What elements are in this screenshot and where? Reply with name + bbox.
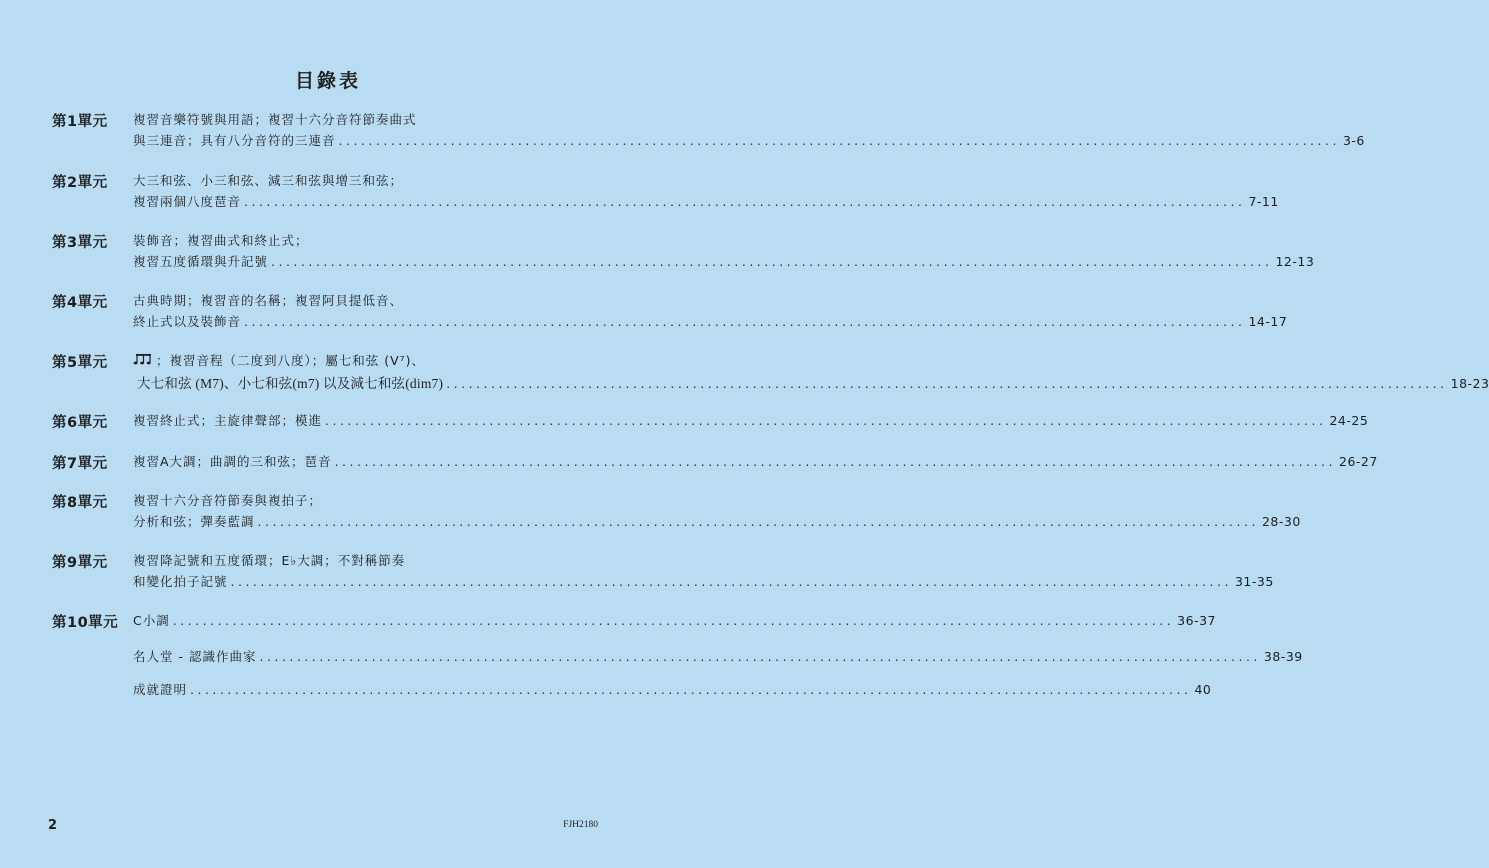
dot-leader: ...................................................................................................................................... bbox=[338, 133, 1340, 148]
unit-3-label: 第3單元 bbox=[52, 235, 108, 251]
unit-1-label: 第1單元 bbox=[52, 114, 108, 130]
page-range: 36-37 bbox=[1177, 613, 1216, 628]
unit-4-line-2 bbox=[133, 312, 1288, 330]
unit-7-line-1 bbox=[133, 452, 1378, 470]
page-range: 14-17 bbox=[1248, 314, 1288, 329]
dot-leader: ...................................................................................................................................... bbox=[172, 613, 1175, 628]
unit-6-line-1 bbox=[133, 411, 1369, 429]
dot-leader: ...................................................................................................................................... bbox=[244, 314, 1246, 329]
dot-leader: ...................................................................................................................................... bbox=[325, 413, 1327, 428]
dot-leader: ...................................................................................................................................... bbox=[257, 514, 1259, 529]
entry-text: 名人堂 - 認識作曲家 bbox=[133, 649, 257, 664]
unit-4-label: 第4單元 bbox=[52, 295, 108, 311]
page-range: 26-27 bbox=[1339, 454, 1378, 469]
unit-9-label: 第9單元 bbox=[52, 555, 108, 571]
entry-text: 古典時期；複習音的名稱；複習阿貝提低音、 bbox=[133, 293, 404, 308]
unit-1-line-1 bbox=[133, 110, 600, 128]
entry-text: 複習兩個八度琶音 bbox=[133, 194, 242, 209]
page-range: 3-6 bbox=[1342, 133, 1365, 148]
unit-2-line-1 bbox=[133, 171, 600, 189]
page-range: 7-11 bbox=[1248, 194, 1279, 209]
entry-text: 大七和弦 (M7)、小七和弦(m7) 以及減七和弦(dim7) bbox=[137, 376, 444, 391]
unit-8-line-1 bbox=[133, 491, 600, 509]
entry-text: 複習五度循環與升記號 bbox=[133, 254, 269, 269]
page-number: 2 bbox=[48, 818, 58, 833]
dot-leader: ...................................................................................................................................... bbox=[244, 194, 1246, 209]
entry-text: 和變化拍子記號 bbox=[133, 574, 228, 589]
entry-text: 複習終止式；主旋律聲部；模進 bbox=[133, 413, 323, 428]
unit-8-label: 第8單元 bbox=[52, 495, 108, 511]
unit-3-line-1 bbox=[133, 231, 600, 249]
unit-5-line-2 bbox=[137, 372, 1489, 391]
page-title: 目錄表 bbox=[294, 70, 361, 92]
entry-text: 終止式以及裝飾音 bbox=[133, 314, 242, 329]
unit-6-label: 第6單元 bbox=[52, 415, 108, 431]
unit-2-label: 第2單元 bbox=[52, 175, 108, 191]
dot-leader: ...................................................................................................................................... bbox=[446, 376, 1448, 391]
entry-text: 分析和弦；彈奏藍調 bbox=[133, 514, 255, 529]
page-range: 28-30 bbox=[1261, 514, 1301, 529]
entry-text: 成就證明 bbox=[133, 682, 188, 697]
unit-9-line-2 bbox=[133, 572, 1274, 590]
unit-8-line-2 bbox=[133, 512, 1301, 530]
unit-4-line-1 bbox=[133, 291, 600, 309]
hall-of-fame-line bbox=[133, 647, 1303, 665]
unit-10-label: 第10單元 bbox=[52, 615, 119, 631]
page-range: 24-25 bbox=[1329, 413, 1369, 428]
certificate-line bbox=[133, 680, 1212, 698]
dot-leader: ...................................................................................................................................... bbox=[230, 574, 1232, 589]
entry-text: ；複習音程（二度到八度）；屬七和弦 (V⁷)、 bbox=[156, 353, 426, 368]
unit-5-label: 第5單元 bbox=[52, 355, 108, 371]
book-code: FJH2180 bbox=[563, 820, 598, 830]
entry-text: 裝飾音；複習曲式和終止式； bbox=[133, 233, 309, 248]
page-range: 38-39 bbox=[1263, 649, 1303, 664]
unit-1-line-2 bbox=[133, 131, 1365, 149]
entry-text: 與三連音；具有八分音符的三連音 bbox=[133, 133, 336, 148]
entry-text: 複習十六分音符節奏與複拍子； bbox=[133, 493, 323, 508]
dot-leader: ...................................................................................................................................... bbox=[259, 649, 1261, 664]
dot-leader: ...................................................................................................................................... bbox=[271, 254, 1273, 269]
unit-5-line-1 bbox=[133, 351, 600, 369]
entry-text: 複習降記號和五度循環；E♭大調；不對稱節奏 bbox=[133, 553, 406, 568]
unit-7-label: 第7單元 bbox=[52, 456, 108, 472]
entry-text: C小調 bbox=[133, 613, 170, 628]
triplet-rhythm-icon bbox=[133, 353, 153, 365]
dot-leader: ...................................................................................................................................... bbox=[190, 682, 1192, 697]
entry-text: 大三和弦、小三和弦、減三和弦與增三和弦； bbox=[133, 173, 404, 188]
entry-text: 複習音樂符號與用語；複習十六分音符節奏曲式 bbox=[133, 112, 417, 127]
page-range: 31-35 bbox=[1234, 574, 1274, 589]
page-range: 12-13 bbox=[1275, 254, 1315, 269]
unit-9-line-1 bbox=[133, 551, 600, 569]
entry-text: 複習A大調；曲調的三和弦；琶音 bbox=[133, 454, 332, 469]
unit-3-line-2 bbox=[133, 252, 1315, 270]
unit-10-line-1 bbox=[133, 611, 1216, 629]
page-range: 18-23 bbox=[1450, 376, 1489, 391]
unit-2-line-2 bbox=[133, 192, 1279, 210]
page-range: 40 bbox=[1194, 682, 1212, 697]
dot-leader: ...................................................................................................................................... bbox=[334, 454, 1336, 469]
